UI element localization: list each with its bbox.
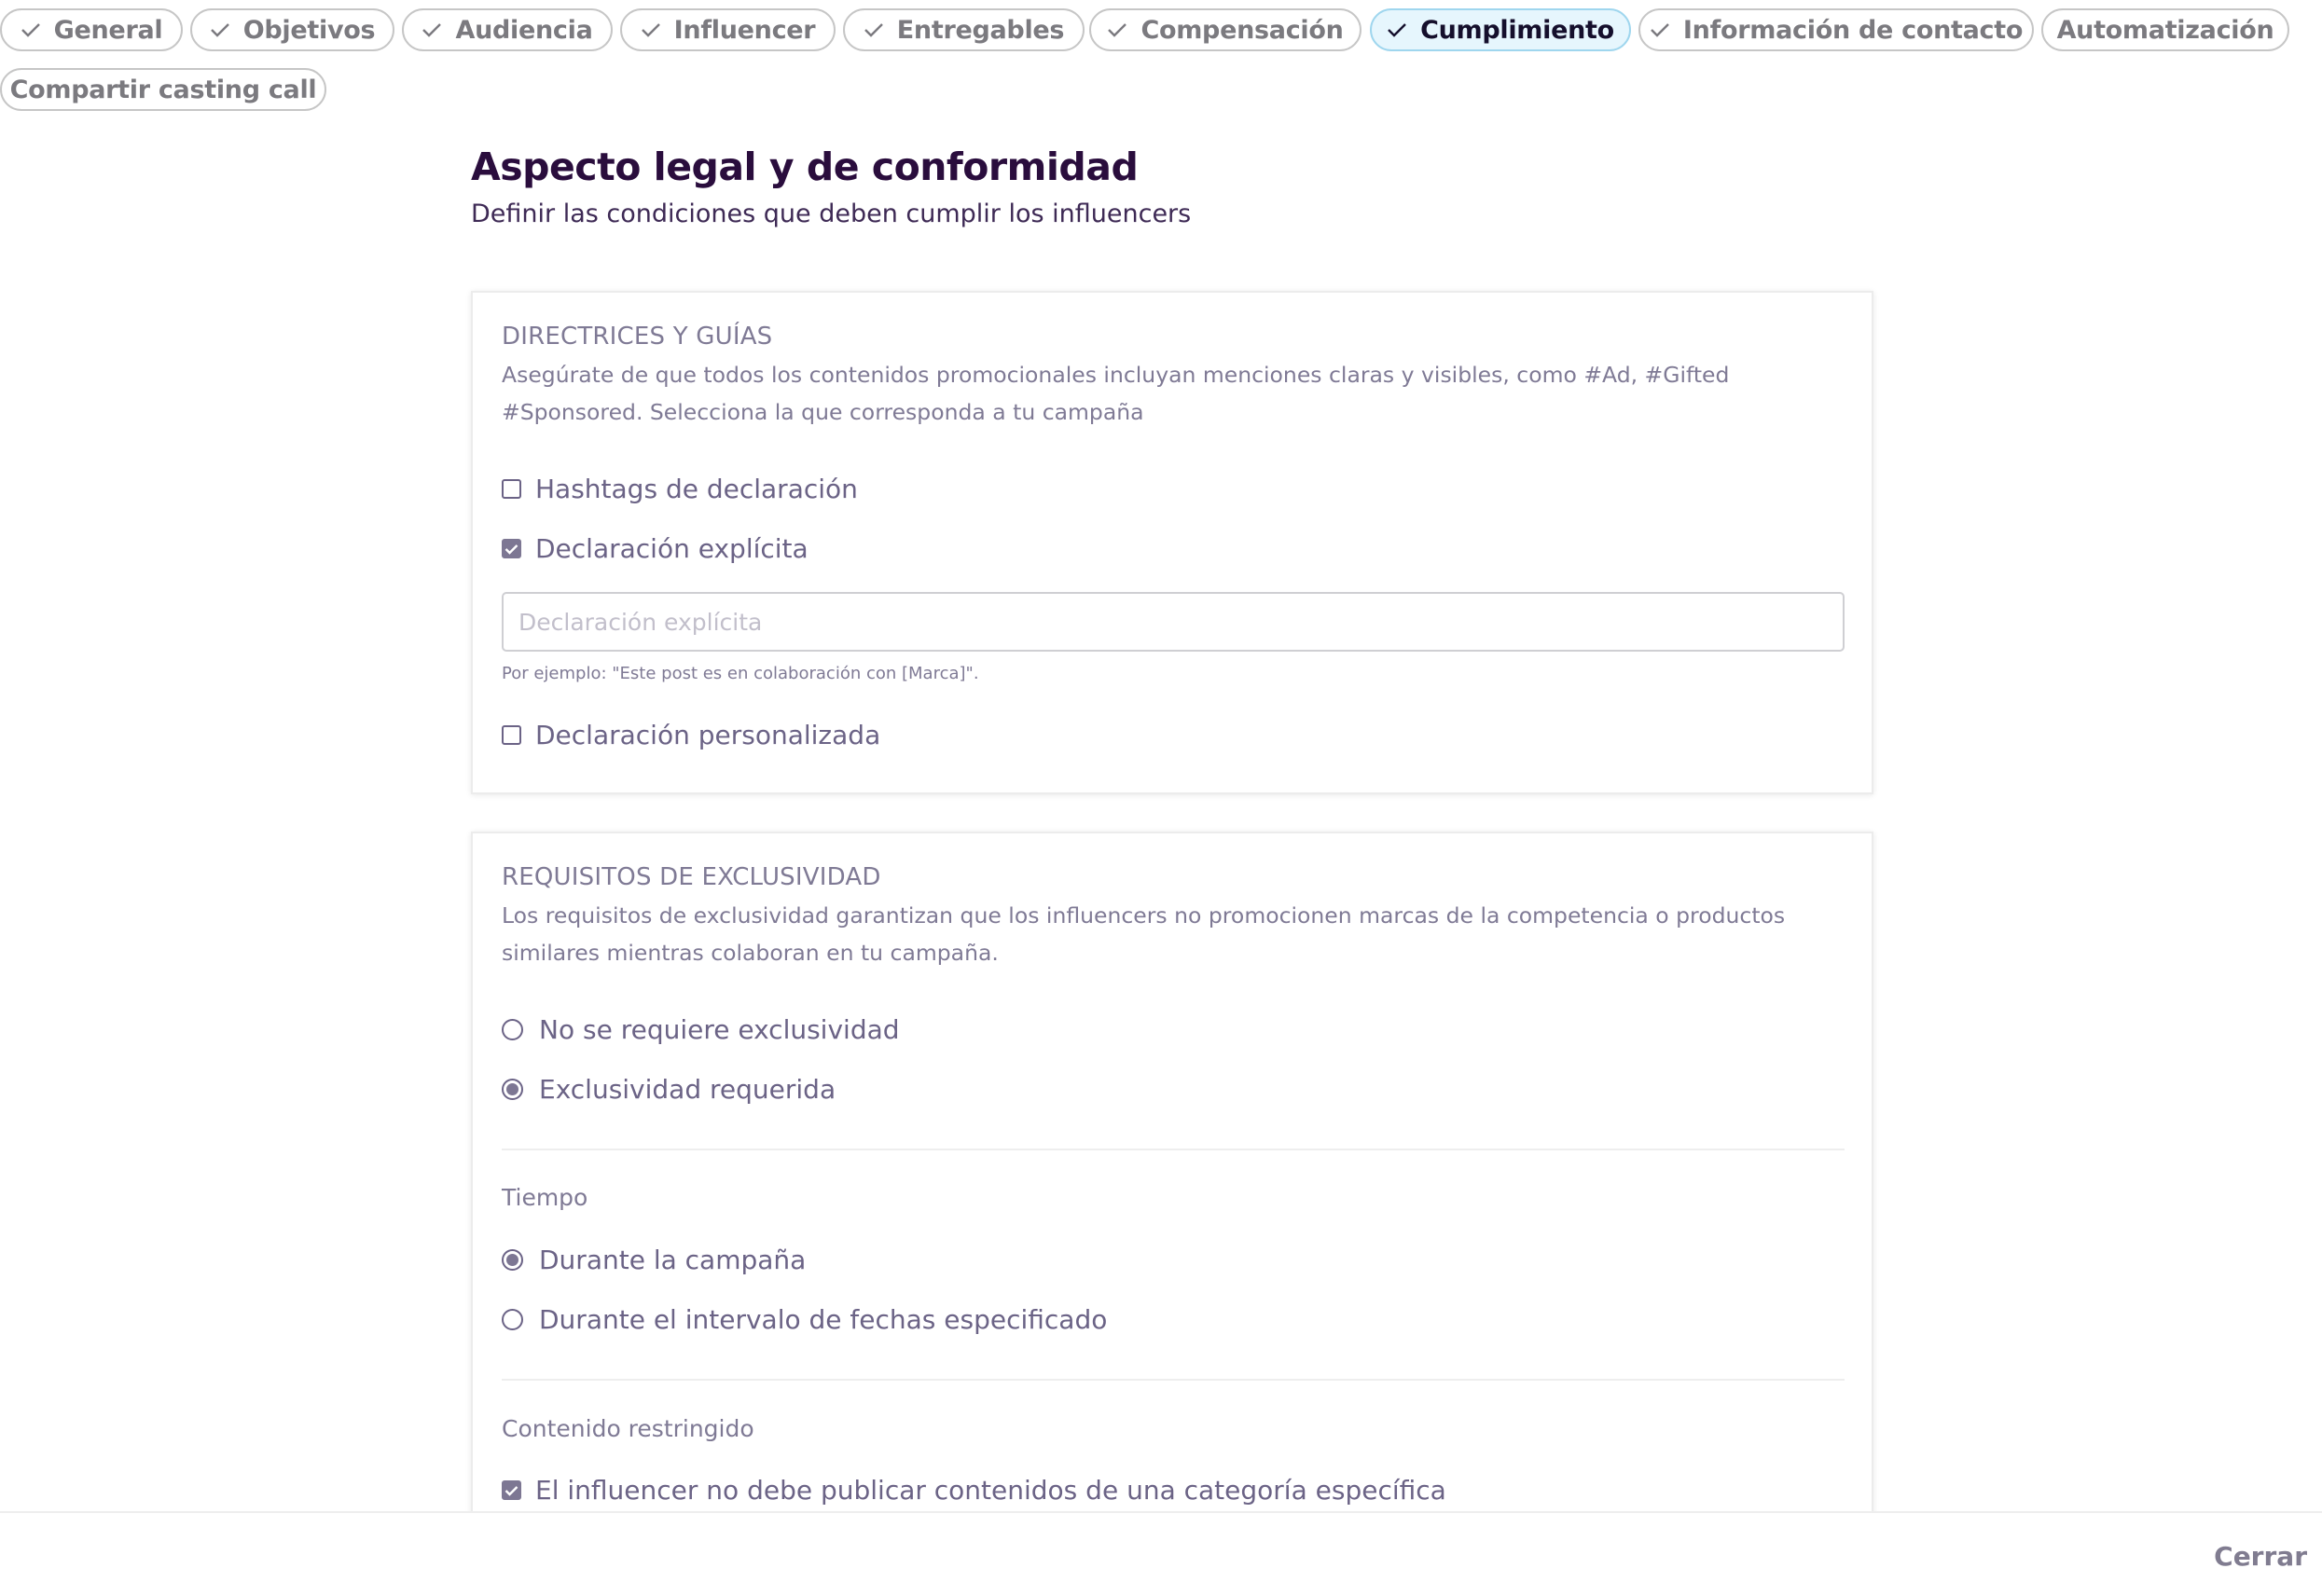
- tab-label: Compartir casting call: [9, 75, 317, 104]
- hashtags-checkbox[interactable]: [502, 479, 521, 499]
- tab-informacion-contacto[interactable]: [1638, 8, 2034, 51]
- check-icon: [21, 21, 41, 38]
- tab-influencer[interactable]: [620, 8, 836, 51]
- tab-label: Entregables: [896, 15, 1065, 45]
- check-icon: [422, 21, 442, 38]
- tab-audiencia[interactable]: [402, 8, 613, 51]
- explicit-help-text: Por ejemplo: "Este post es en colaboración con [Marca]".: [502, 664, 979, 683]
- no-exclusivity-label: No se requiere exclusividad: [539, 1014, 900, 1045]
- tab-label: Automatización: [2056, 15, 2274, 45]
- guidelines-title: DIRECTRICES Y GUÍAS: [502, 323, 773, 351]
- explicit-label: Declaración explícita: [535, 533, 809, 564]
- no-exclusivity-radio[interactable]: [502, 1019, 523, 1040]
- radio-dot: [506, 1083, 518, 1095]
- guidelines-card: [471, 291, 1873, 794]
- tab-label: Audiencia: [455, 15, 593, 45]
- guidelines-description: Asegúrate de que todos los contenidos promocionales incluyan menciones claras y visibles, como #Ad, #Gifted #Sponsored. Selecciona la que corresponda a tu campaña: [502, 362, 1730, 425]
- restricted-category-checkbox[interactable]: [502, 1480, 521, 1500]
- exclusivity-title: REQUISITOS DE EXCLUSIVIDAD: [502, 863, 881, 891]
- tab-general[interactable]: [0, 8, 183, 51]
- exclusivity-required-radio[interactable]: [502, 1079, 523, 1100]
- time-label: Tiempo: [502, 1184, 588, 1211]
- explicit-checkbox[interactable]: [502, 539, 521, 558]
- footer-bar: [0, 1511, 2322, 1596]
- exclusivity-required-label: Exclusividad requerida: [539, 1074, 836, 1105]
- tab-automatizacion[interactable]: [2041, 8, 2289, 51]
- checkmark-icon: [504, 1485, 518, 1496]
- check-icon: [1107, 21, 1127, 38]
- tab-label: Información de contacto: [1682, 15, 2024, 45]
- exclusivity-description: Los requisitos de exclusividad garantizan que los influencers no promocionen marcas de la competencia o productos similares mientras colaboran en tu campaña.: [502, 902, 1786, 966]
- hashtags-label: Hashtags de declaración: [535, 474, 858, 504]
- date-range-option[interactable]: [502, 1304, 1107, 1335]
- restricted-category-option[interactable]: [502, 1475, 1446, 1506]
- date-range-label: Durante el intervalo de fechas especificado: [539, 1304, 1108, 1335]
- tab-label: Cumplimiento: [1420, 15, 1614, 45]
- tab-entregables[interactable]: [843, 8, 1085, 51]
- radio-dot: [506, 1254, 518, 1266]
- tab-label: Compensación: [1140, 15, 1344, 45]
- date-range-radio[interactable]: [502, 1309, 523, 1330]
- tab-label: General: [53, 15, 163, 45]
- page-title: Aspecto legal y de conformidad: [471, 144, 1139, 189]
- check-icon: [1650, 21, 1670, 38]
- restricted-content-label: Contenido restringido: [502, 1415, 754, 1442]
- tab-cumplimiento[interactable]: [1370, 8, 1631, 51]
- page-subtitle: Definir las condiciones que deben cumplir los influencers: [471, 200, 1192, 228]
- check-icon: [210, 21, 230, 38]
- during-campaign-radio[interactable]: [502, 1249, 523, 1271]
- exclusivity-required-option[interactable]: [502, 1074, 836, 1105]
- custom-option[interactable]: [502, 720, 880, 750]
- exclusivity-card: [471, 832, 1873, 1521]
- custom-label: Declaración personalizada: [535, 720, 881, 750]
- check-icon: [1387, 21, 1407, 38]
- tab-label: Objetivos: [242, 15, 376, 45]
- checkmark-icon: [504, 543, 518, 555]
- custom-checkbox[interactable]: [502, 725, 521, 745]
- check-icon: [641, 21, 661, 38]
- during-campaign-label: Durante la campaña: [539, 1245, 807, 1275]
- tab-label: Influencer: [673, 15, 816, 45]
- during-campaign-option[interactable]: [502, 1245, 806, 1275]
- tab-objetivos[interactable]: [190, 8, 394, 51]
- tab-compartir-casting-call[interactable]: [0, 68, 326, 111]
- divider: [502, 1149, 1845, 1150]
- restricted-category-label: El influencer no debe publicar contenidos de una categoría específica: [535, 1475, 1446, 1506]
- hashtags-option[interactable]: [502, 474, 858, 504]
- close-button[interactable]: Cerrar: [2214, 1541, 2307, 1572]
- tab-compensacion[interactable]: [1089, 8, 1361, 51]
- check-icon: [864, 21, 884, 38]
- explicit-option[interactable]: [502, 533, 809, 564]
- explicit-statement-input[interactable]: [502, 592, 1845, 652]
- divider: [502, 1379, 1845, 1381]
- no-exclusivity-option[interactable]: [502, 1014, 900, 1045]
